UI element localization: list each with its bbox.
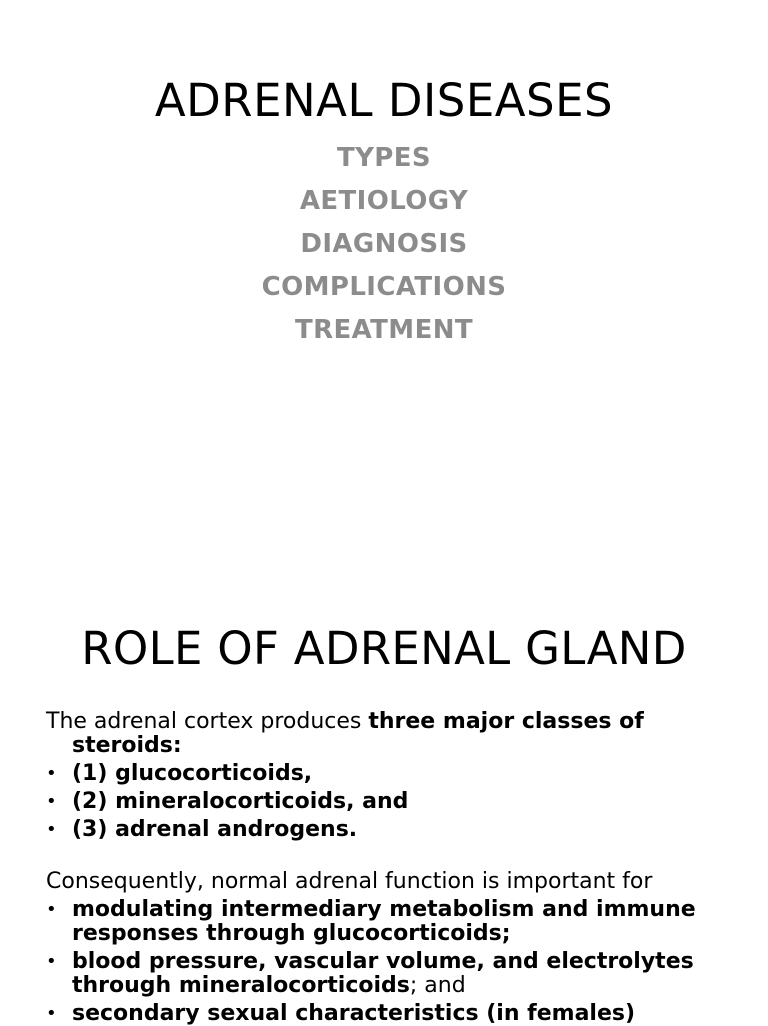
topic-item: TYPES (336, 143, 432, 173)
function-list (46, 898, 746, 1026)
bullet-icon: • (46, 1003, 57, 1024)
list-item-text: secondary sexual characteristics (in females) (72, 1001, 636, 1026)
list-item (46, 950, 746, 998)
intro-paragraph (46, 710, 746, 758)
bullet-icon: • (46, 763, 57, 784)
bullet-icon: • (46, 819, 57, 840)
intro-emphasis: three major classes of steroids: (72, 709, 644, 758)
list-item (46, 790, 746, 814)
list-item-suffix: ; and (409, 973, 466, 998)
slide-body (46, 710, 746, 1026)
intro-text: The adrenal cortex produces (46, 709, 369, 734)
list-item (46, 1002, 746, 1026)
list-item-text: blood pressure, vascular volume, and electrolytes through mineralocorticoids (72, 949, 694, 998)
list-item-text: (2) mineralocorticoids, and (72, 789, 409, 814)
list-item (46, 898, 746, 946)
list-item (46, 818, 746, 842)
slide-title: ROLE OF ADRENAL GLAND (81, 622, 687, 675)
slide-title: ADRENAL DISEASES (154, 74, 614, 127)
function-paragraph: Consequently, normal adrenal function is important for (46, 869, 653, 894)
bullet-icon: • (46, 951, 57, 972)
list-item-text: modulating intermediary metabolism and immune responses through glucocorticoids; (72, 897, 696, 946)
list-item-text: (3) adrenal androgens. (72, 817, 358, 842)
topic-item: TREATMENT (294, 315, 474, 345)
topic-item: COMPLICATIONS (261, 272, 507, 302)
list-item (46, 762, 746, 786)
topic-item: AETIOLOGY (299, 186, 469, 216)
list-item-text: (1) glucocorticoids, (72, 761, 313, 786)
bullet-icon: • (46, 899, 57, 920)
steroid-class-list (46, 762, 746, 842)
bullet-icon: • (46, 791, 57, 812)
topic-list (0, 137, 768, 352)
topic-item: DIAGNOSIS (300, 229, 468, 259)
